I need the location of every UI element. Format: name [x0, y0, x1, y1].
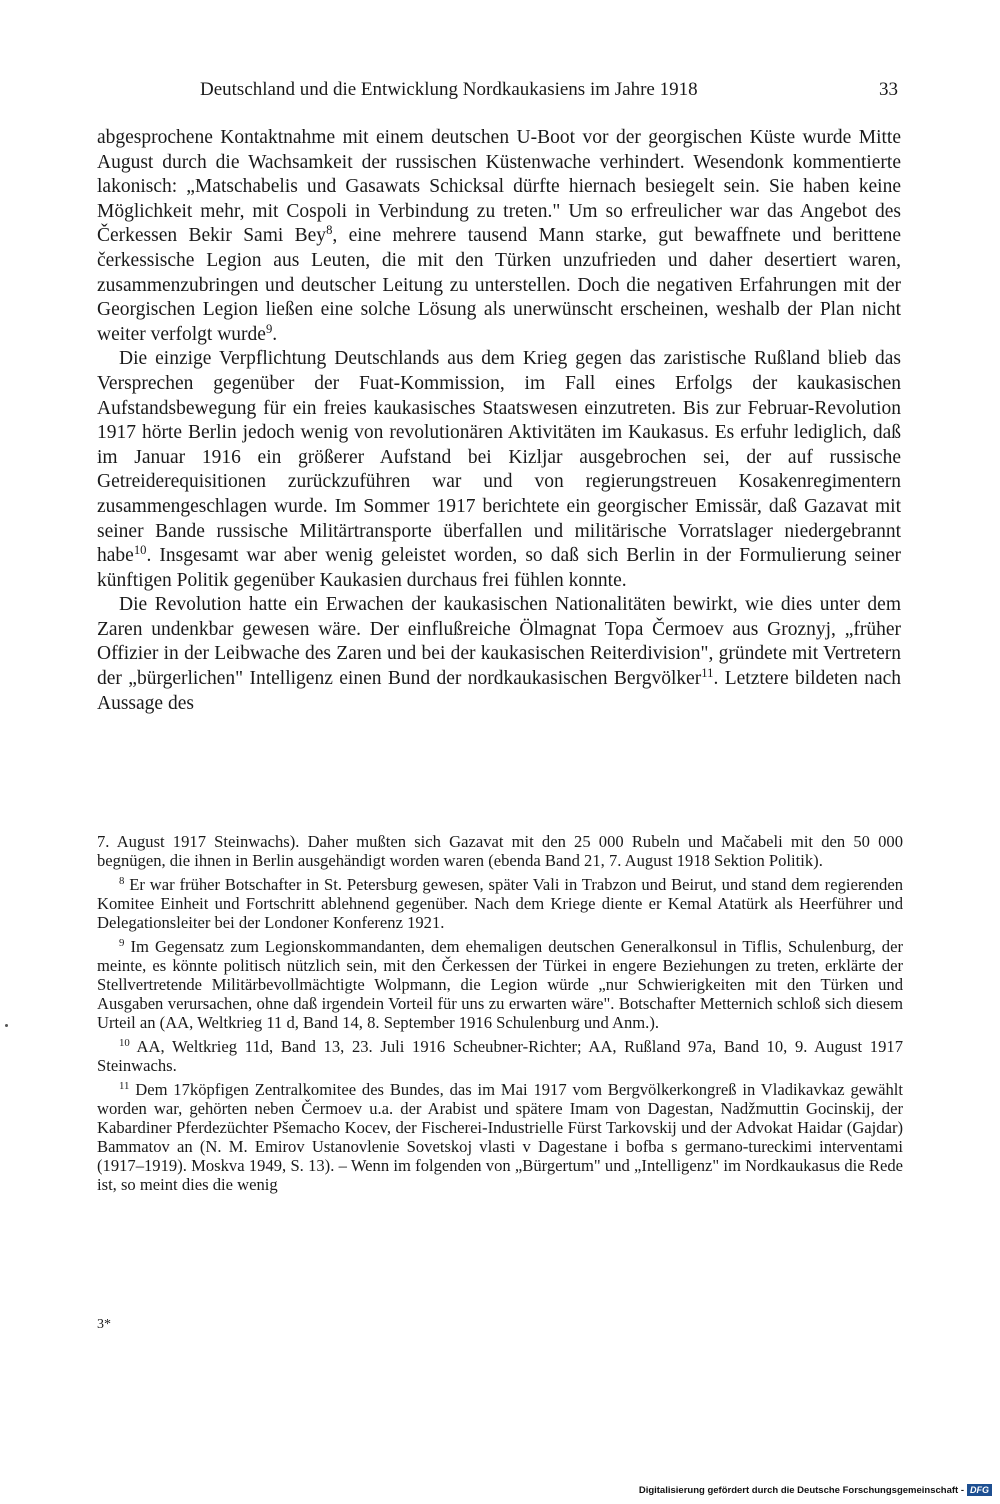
footnote-ref-9: 9 — [265, 321, 273, 336]
footnote-11-text: Dem 17köpfigen Zentralkomitee des Bundes, das im Mai 1917 vom Bergvölkerkongreß in Vladikavkaz gewählt worden war, gehörten neben Čermoev u.a. der Arabist und spätere Imam von Dagestan, Nadžmuttin Gocinskij, der Kabardiner Pferdezüchter Pšemacho Kocev, der Fischerei-Industrielle Fürst Tarkovskij und der Advokat Haidar (Gajdar) Bammatov an (N. M. Emirov Ustanovlenie Sovetskoj vlasti v Dagestane i bofba s germano-tureckimi interventami (1917–1919). Moskva 1949, S. 13). – Wenn im folgenden von „Bürgertum" und „Intelligenz" im Nordkaukasus die Rede ist, so meint dies die wenig — [97, 1080, 903, 1194]
footnote-10-number: 10 — [119, 1037, 130, 1050]
footnote-ref-8: 8 — [326, 223, 333, 238]
footnote-8 — [97, 875, 903, 932]
paragraph-1-text-c: . — [272, 323, 278, 345]
page-number: 33 — [879, 79, 898, 100]
footnote-ref-10: 10 — [133, 543, 147, 558]
footnote-9-number: 9 — [119, 937, 125, 950]
digitization-credit — [639, 1484, 992, 1498]
running-title: Deutschland und die Entwicklung Nordkaukasiens im Jahre 1918 — [200, 79, 698, 100]
dfg-logo: DFG — [967, 1484, 992, 1496]
sheet-signature: 3* — [97, 1317, 111, 1332]
credit-text: Digitalisierung gefördert durch die Deutsche Forschungsgemeinschaft - — [638, 1485, 964, 1496]
body-text — [97, 126, 901, 716]
footnote-8-number: 8 — [119, 875, 125, 888]
footnote-9 — [97, 937, 903, 1032]
paragraph-2-text-a: Die einzige Verpflichtung Deutschlands aus dem Krieg gegen das zaristische Rußland blieb das Versprechen gegenüber der Fuat-Kommission, im Fall eines Erfolgs der kaukasischen Aufstandsbewegung für ein freies kaukasisches Staatswesen einzutreten. Bis zur Februar-Revolution 1917 hörte Berlin jedoch wenig von revolutionären Aktivitäten im Kaukasus. Es erfuhr lediglich, daß im Januar 1916 ein größerer Aufstand bei Kizljar ausgebrochen sei, der auf russische Getreiderequisitionen zurückzuführen war und von regierungstreuen Kosakenregimentern zusammengeschlagen wurde. Im Sommer 1917 berichtete ein georgischer Emissär, daß Gazavat mit seiner Bande russische Militärtransporte überfallen und militärische Vorratslager niedergebrannt habe — [97, 348, 901, 567]
footnote-continuation: 7. August 1917 Steinwachs). Daher mußten sich Gazavat mit den 25 000 Rubeln und Mačabeli mit den 50 000 begnügen, die ihnen in Berlin ausgehändigt worden waren (ebenda Band 21, 7. August 1918 Sektion Politik). — [97, 832, 903, 870]
paragraph-3-text-a: Die Revolution hatte ein Erwachen der kaukasischen Nationalitäten bewirkt, wie dies unter dem Zaren undenkbar gewesen wäre. Der einflußreiche Ölmagnat Topa Čermoev aus Groznyj, „früher Offizier in der Leibwache des Zaren und bei der kaukasischen Reiterdivision", gründete mit Vertretern der „bürgerlichen" Intelligenz einen Bund der nordkaukasischen Bergvölker — [97, 594, 901, 690]
paragraph-2-text-b: . Insgesamt war aber wenig geleistet worden, so daß sich Berlin in der Formulierung seiner künftigen Politik gegenüber Kaukasien durchaus frei fühlen konnte. — [97, 545, 901, 591]
scan-speck — [5, 1024, 8, 1027]
paragraph-1-text-a: abgesprochene Kontaktnahme mit einem deutschen U-Boot vor der georgischen Küste wurde Mitte August durch die Wachsamkeit der russischen Küstenwache verhindert. Wesendonk kommentierte lakonisch: „Matschabelis und Gasawats Schicksal dürfte hiernach besiegelt sein. Sie haben keine Möglichkeit mehr, mit Cospoli in Verbindung zu treten." Um so erfreulicher war das Angebot des Čerkessen Bekir Sami Bey — [97, 127, 901, 247]
paragraph-3 — [97, 593, 901, 716]
paragraph-1-text-b: , eine mehrere tausend Mann starke, gut bewaffnete und berittene čerkessische Legion aus Leuten, die mit den Türken unzufrieden und daher desertiert waren, zusammenzubringen und deutscher Leitung zu unterstellen. Doch die negativen Erfahrungen mit der Georgischen Legion ließen eine solche Lösung als unerwünscht erscheinen, weshalb der Plan nicht weiter verfolgt wurde — [97, 225, 902, 345]
running-head — [200, 78, 900, 102]
footnotes — [97, 832, 903, 1194]
footnote-10-text: AA, Weltkrieg 11d, Band 13, 23. Juli 1916 Scheubner-Richter; AA, Rußland 97a, Band 10, 9. August 1917 Steinwachs. — [97, 1037, 903, 1075]
footnote-11 — [97, 1080, 903, 1194]
footnote-11-number: 11 — [119, 1080, 130, 1093]
footnote-ref-11: 11 — [701, 666, 714, 681]
paragraph-2 — [97, 347, 901, 593]
paragraph-3-text-b: . Letztere bildeten nach Aussage des — [97, 668, 901, 714]
paragraph-1 — [97, 126, 901, 347]
footnote-9-text: Im Gegensatz zum Legionskommandanten, dem ehemaligen deutschen Generalkonsul in Tiflis, Schulenburg, der meinte, es könnte politisch nützlich sein, mit den Čerkessen der Türkei in engere Beziehungen zu treten, erklärte der Stellvertretende Militärbevollmächtigte Wolpmann, die Legion würde „nur Schwierigkeiten mit den Türken und Ausgaben verursachen, ohne daß irgendein Vorteil für uns zu erwarten wäre". Botschafter Metternich schloß sich diesem Urteil an (AA, Weltkrieg 11 d, Band 14, 8. September 1916 Schulenburg und Anm.). — [97, 937, 903, 1032]
footnote-10 — [97, 1037, 903, 1075]
footnote-8-text: Er war früher Botschafter in St. Petersburg gewesen, später Vali in Trabzon und Beirut, und stand dem regierenden Komitee Einheit und Fortschritt ablehnend gegenüber. Nach dem Kriege diente er Kemal Atatürk als Heerführer und Delegationsleiter bei der Londoner Konferenz 1921. — [97, 875, 903, 932]
